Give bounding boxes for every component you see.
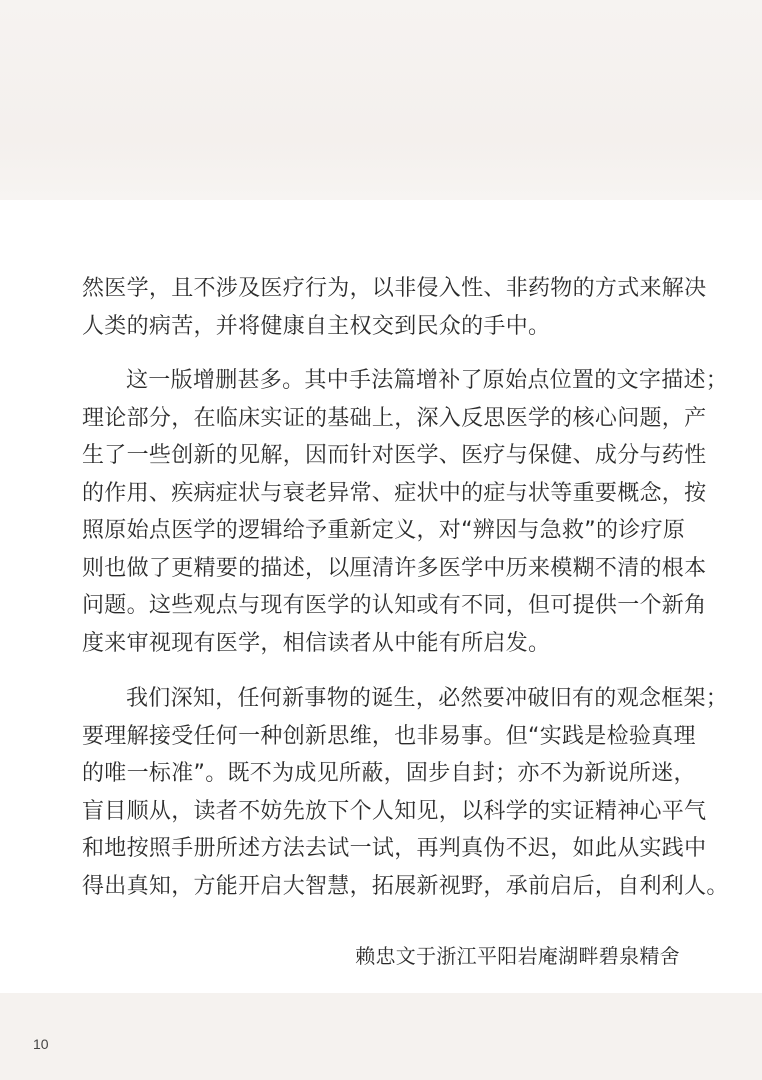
author-signature: 赖忠文于浙江平阳岩庵湖畔碧泉精舍 bbox=[355, 944, 680, 968]
text-line: 照原始点医学的逻辑给予重新定义，对“辨因与急救”的诊疗原 bbox=[82, 518, 686, 543]
paragraph-2 bbox=[82, 362, 729, 662]
paragraph-1 bbox=[82, 270, 707, 345]
text-line: 我们深知，任何新事物的诞生，必然要冲破旧有的观念框架； bbox=[126, 686, 729, 711]
text-line: 这一版增删甚多。其中手法篇增补了原始点位置的文字描述； bbox=[126, 368, 729, 393]
text-line: 要理解接受任何一种创新思维，也非易事。但“实践是检验真理 bbox=[82, 723, 696, 749]
page-number: 10 bbox=[33, 1036, 49, 1052]
text-line: 和地按照手册所述方法去试一试，再判真伪不迟，如此从实践中 bbox=[82, 836, 707, 861]
text-line: 生了一些创新的见解，因而针对医学、医疗与保健、成分与药性 bbox=[82, 443, 707, 468]
paragraph-3 bbox=[82, 680, 729, 905]
page-bottom-band bbox=[0, 993, 762, 1080]
text-line: 人类的病苦，并将健康自主权交到民众的手中。 bbox=[82, 313, 551, 339]
text-line: 盲目顺从，读者不妨先放下个人知见，以科学的实证精神心平气 bbox=[82, 798, 707, 824]
text-line: 得出真知，方能开启大智慧，拓展新视野，承前启后，自利利人。 bbox=[82, 873, 729, 899]
page-top-band bbox=[0, 0, 762, 200]
text-line: 的唯一标准”。既不为成见所蔽，固步自封；亦不为新说所迷， bbox=[82, 761, 696, 786]
text-line: 度来审视现有医学，相信读者从中能有所启发。 bbox=[82, 630, 551, 656]
text-line: 然医学，且不涉及医疗行为，以非侵入性、非药物的方式来解决 bbox=[82, 276, 707, 301]
text-line: 的作用、疾病症状与衰老异常、症状中的症与状等重要概念，按 bbox=[82, 480, 707, 506]
page-body bbox=[82, 270, 729, 905]
text-line: 问题。这些观点与现有医学的认知或有不同，但可提供一个新角 bbox=[82, 593, 707, 618]
text-line: 理论部分，在临床实证的基础上，深入反思医学的核心问题，产 bbox=[82, 405, 707, 431]
text-line: 则也做了更精要的描述，以厘清许多医学中历来模糊不清的根本 bbox=[82, 555, 707, 581]
